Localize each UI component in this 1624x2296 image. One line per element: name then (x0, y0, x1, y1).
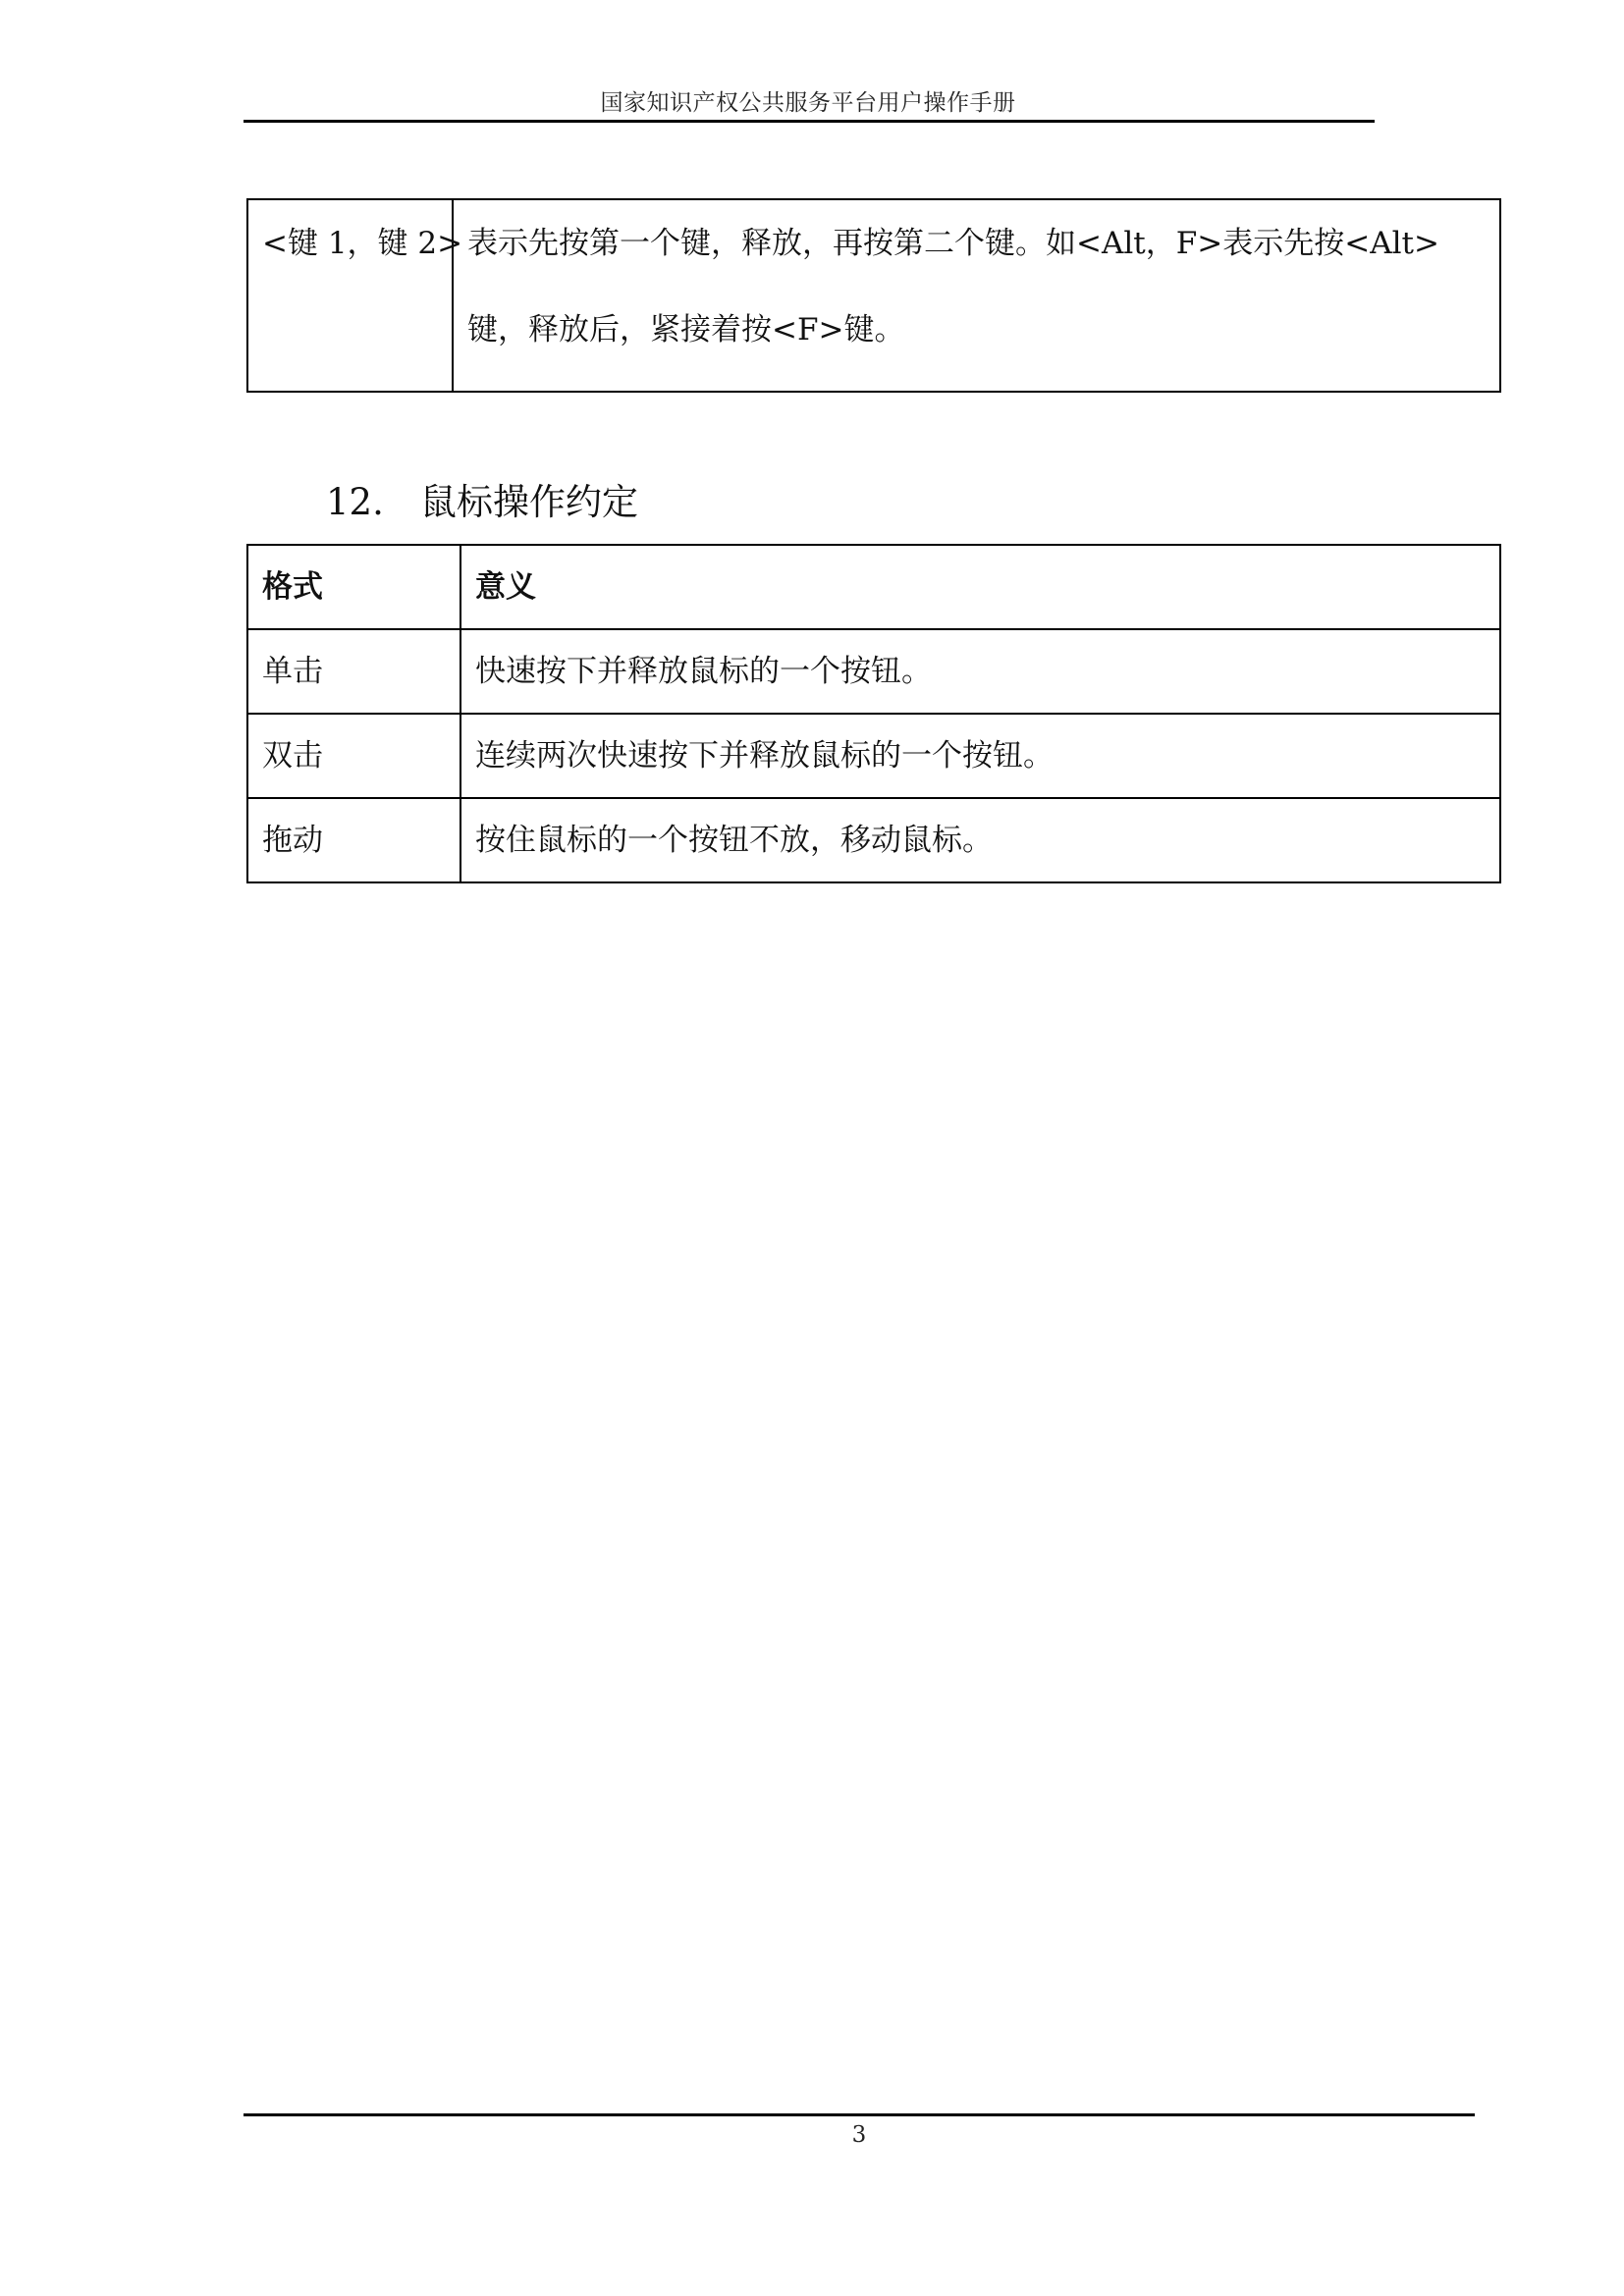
meaning-cell: 快速按下并释放鼠标的一个按钮。 (460, 629, 1500, 714)
section-heading (326, 473, 638, 532)
document-header-title: 国家知识产权公共服务平台用户操作手册 (600, 90, 1016, 116)
table-row (247, 199, 1500, 392)
format-cell: 双击 (247, 714, 460, 798)
header-divider (244, 120, 1375, 123)
page-number: 3 (851, 2122, 867, 2148)
section-number: 12. (326, 481, 384, 523)
column-header-meaning: 意义 (460, 545, 1500, 629)
key-meaning-cell: 表示先按第一个键，释放，再按第二个键。如<Alt，F>表示先按<Alt>键，释放后，紧接着按<F>键。 (453, 199, 1500, 392)
table-row (247, 798, 1500, 882)
meaning-cell: 按住鼠标的一个按钮不放，移动鼠标。 (460, 798, 1500, 882)
mouse-convention-table (246, 544, 1501, 883)
table-row (247, 629, 1500, 714)
meaning-cell: 连续两次快速按下并释放鼠标的一个按钮。 (460, 714, 1500, 798)
format-cell: 拖动 (247, 798, 460, 882)
key-combination-cell: <键 1，键 2> (247, 199, 453, 392)
footer-divider (244, 2113, 1475, 2116)
table-header-row (247, 545, 1500, 629)
section-title: 鼠标操作约定 (420, 481, 638, 523)
format-cell: 单击 (247, 629, 460, 714)
column-header-format: 格式 (247, 545, 460, 629)
table-row (247, 714, 1500, 798)
keyboard-convention-table (246, 198, 1501, 393)
